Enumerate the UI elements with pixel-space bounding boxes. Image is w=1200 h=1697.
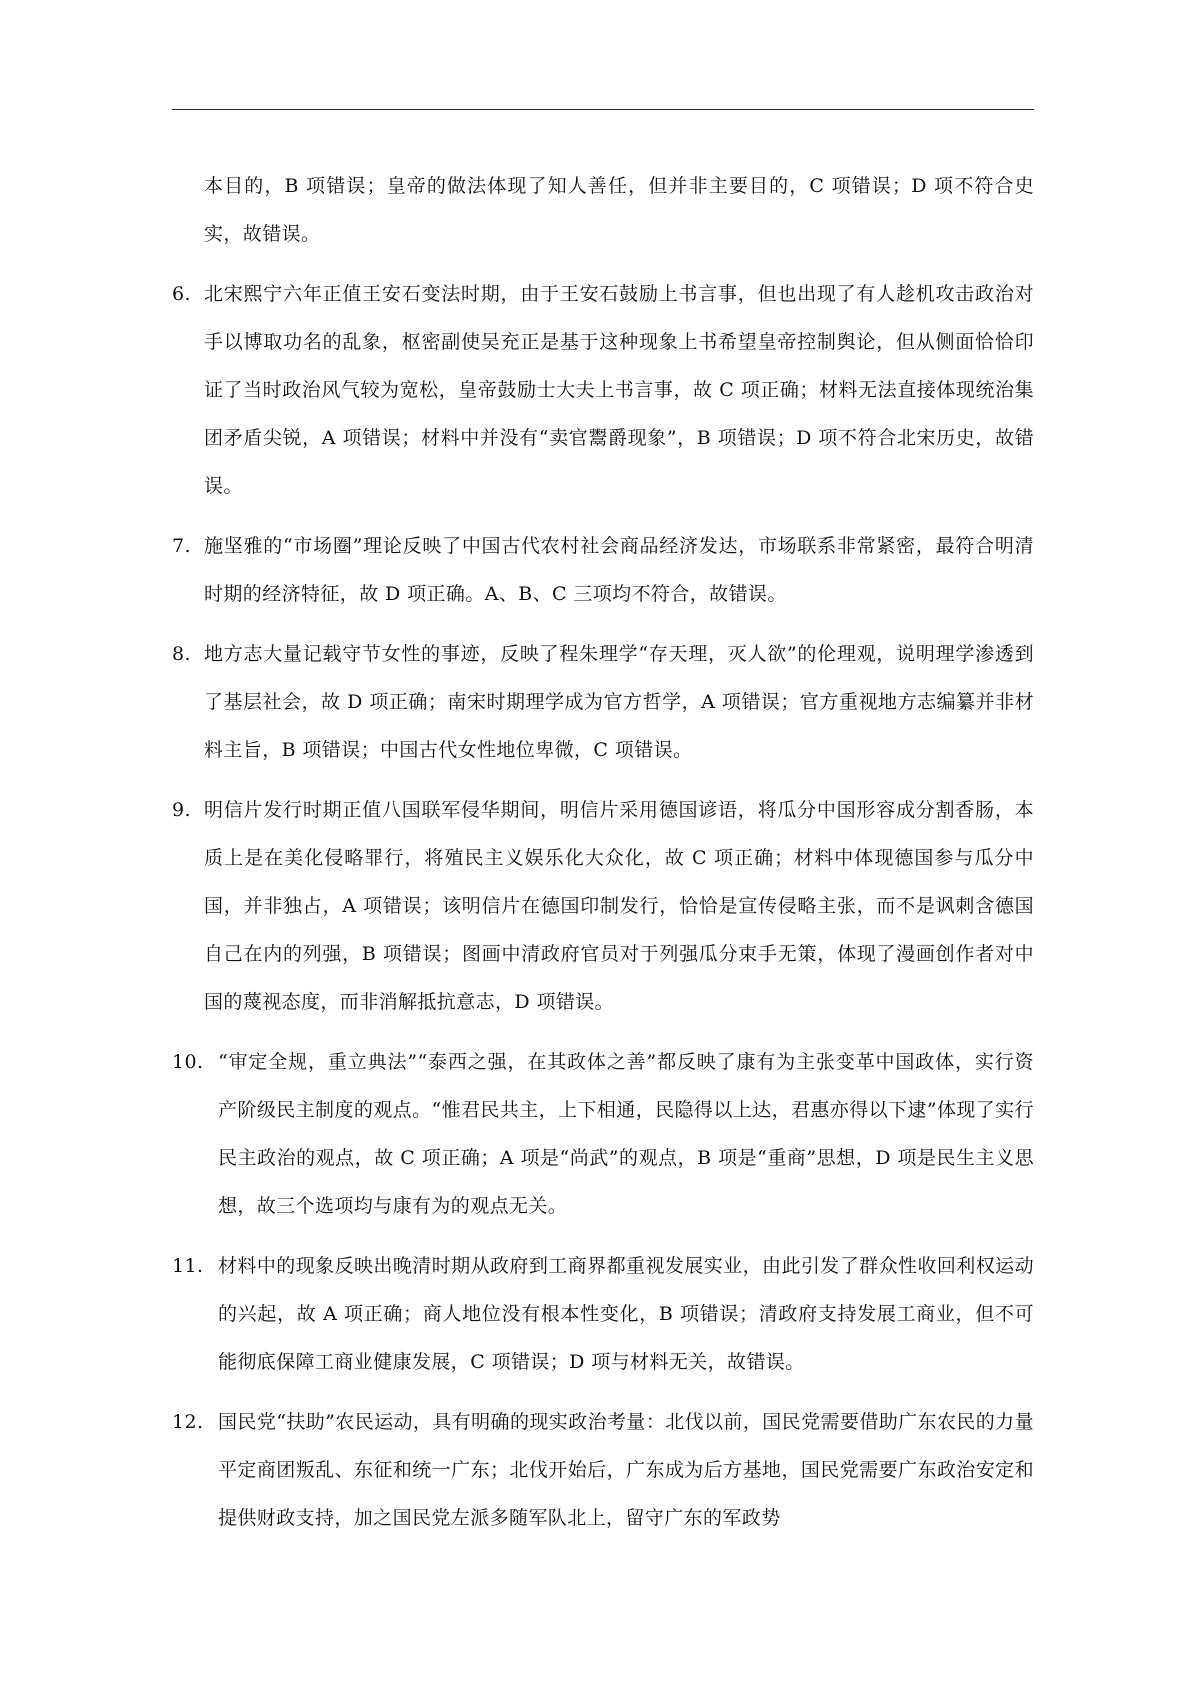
item-number: 11.: [172, 1255, 204, 1277]
explanation-item-8: [172, 630, 1034, 774]
item-number: 10.: [172, 1051, 204, 1073]
item-text: 地方志大量记载守节女性的事迹，反映了程朱理学“存天理，灭人欲”的伦理观，说明理学渗透到了基层社会，故 D 项正确；南宋时期理学成为官方哲学，A 项错误；官方重视地方志编纂并非材料主旨，B 项错误；中国古代女性地位卑微，C 项错误。: [204, 643, 1034, 761]
explanation-item-9: [172, 786, 1034, 1026]
item-text: 国民党“扶助”农民运动，具有明确的现实政治考量：北伐以前，国民党需要借助广东农民的力量平定商团叛乱、东征和统一广东；北伐开始后，广东成为后方基地，国民党需要广东政治安定和提供财政支持，加之国民党左派多随军队北上，留守广东的军政势: [218, 1411, 1034, 1529]
item-number: 6.: [172, 283, 191, 305]
continued-explanation: [172, 162, 1034, 258]
item-number: 9.: [172, 799, 191, 821]
header-rule: [172, 109, 1034, 110]
item-text: “审定全规，重立典法”“泰西之强，在其政体之善”都反映了康有为主张变革中国政体，实行资产阶级民主制度的观点。“惟君民共主，上下相通，民隐得以上达，君惠亦得以下逮”体现了实行民主政治的观点，故 C 项正确；A 项是“尚武”的观点，B 项是“重商”思想，D 项是民生主义思想，故三个选项均与康有为的观点无关。: [218, 1051, 1034, 1217]
item-text: 施坚雅的“市场圈”理论反映了中国古代农村社会商品经济发达，市场联系非常紧密，最符合明清时期的经济特征，故 D 项正确。A、B、C 三项均不符合，故错误。: [204, 535, 1034, 605]
explanation-item-11: [172, 1242, 1034, 1386]
item-number: 8.: [172, 643, 191, 665]
item-number: 12.: [172, 1411, 204, 1433]
item-text: 北宋熙宁六年正值王安石变法时期，由于王安石鼓励上书言事，但也出现了有人趁机攻击政治对手以博取功名的乱象，枢密副使吴充正是基于这种现象上书希望皇帝控制舆论，但从侧面恰恰印证了当时政治风气较为宽松，皇帝鼓励士大夫上书言事，故 C 项正确；材料无法直接体现统治集团矛盾尖锐，A 项错误；材料中并没有“卖官鬻爵现象”，B 项错误；D 项不符合北宋历史，故错误。: [204, 283, 1034, 497]
continued-explanation-text: 本目的，B 项错误；皇帝的做法体现了知人善任，但并非主要目的，C 项错误；D 项不符合史实，故错误。: [204, 175, 1034, 245]
item-text: 材料中的现象反映出晚清时期从政府到工商界都重视发展实业，由此引发了群众性收回利权运动的兴起，故 A 项正确；商人地位没有根本性变化，B 项错误；清政府支持发展工商业，但不可能彻底保障工商业健康发展，C 项错误；D 项与材料无关，故错误。: [218, 1255, 1034, 1373]
item-text: 明信片发行时期正值八国联军侵华期间，明信片采用德国谚语，将瓜分中国形容成分割香肠，本质上是在美化侵略罪行，将殖民主义娱乐化大众化，故 C 项正确；材料中体现德国参与瓜分中国，并非独占，A 项错误；该明信片在德国印制发行，恰恰是宣传侵略主张，而不是讽刺含德国自己在内的列强，B 项错误；图画中清政府官员对于列强瓜分束手无策，体现了漫画创作者对中国的蔑视态度，而非消解抵抗意志，D 项错误。: [204, 799, 1034, 1013]
item-number: 7.: [172, 535, 191, 557]
explanation-item-6: [172, 270, 1034, 510]
answer-explanations: [172, 162, 1034, 1554]
explanation-item-7: [172, 522, 1034, 618]
explanation-item-12: [172, 1398, 1034, 1542]
explanation-item-10: [172, 1038, 1034, 1230]
